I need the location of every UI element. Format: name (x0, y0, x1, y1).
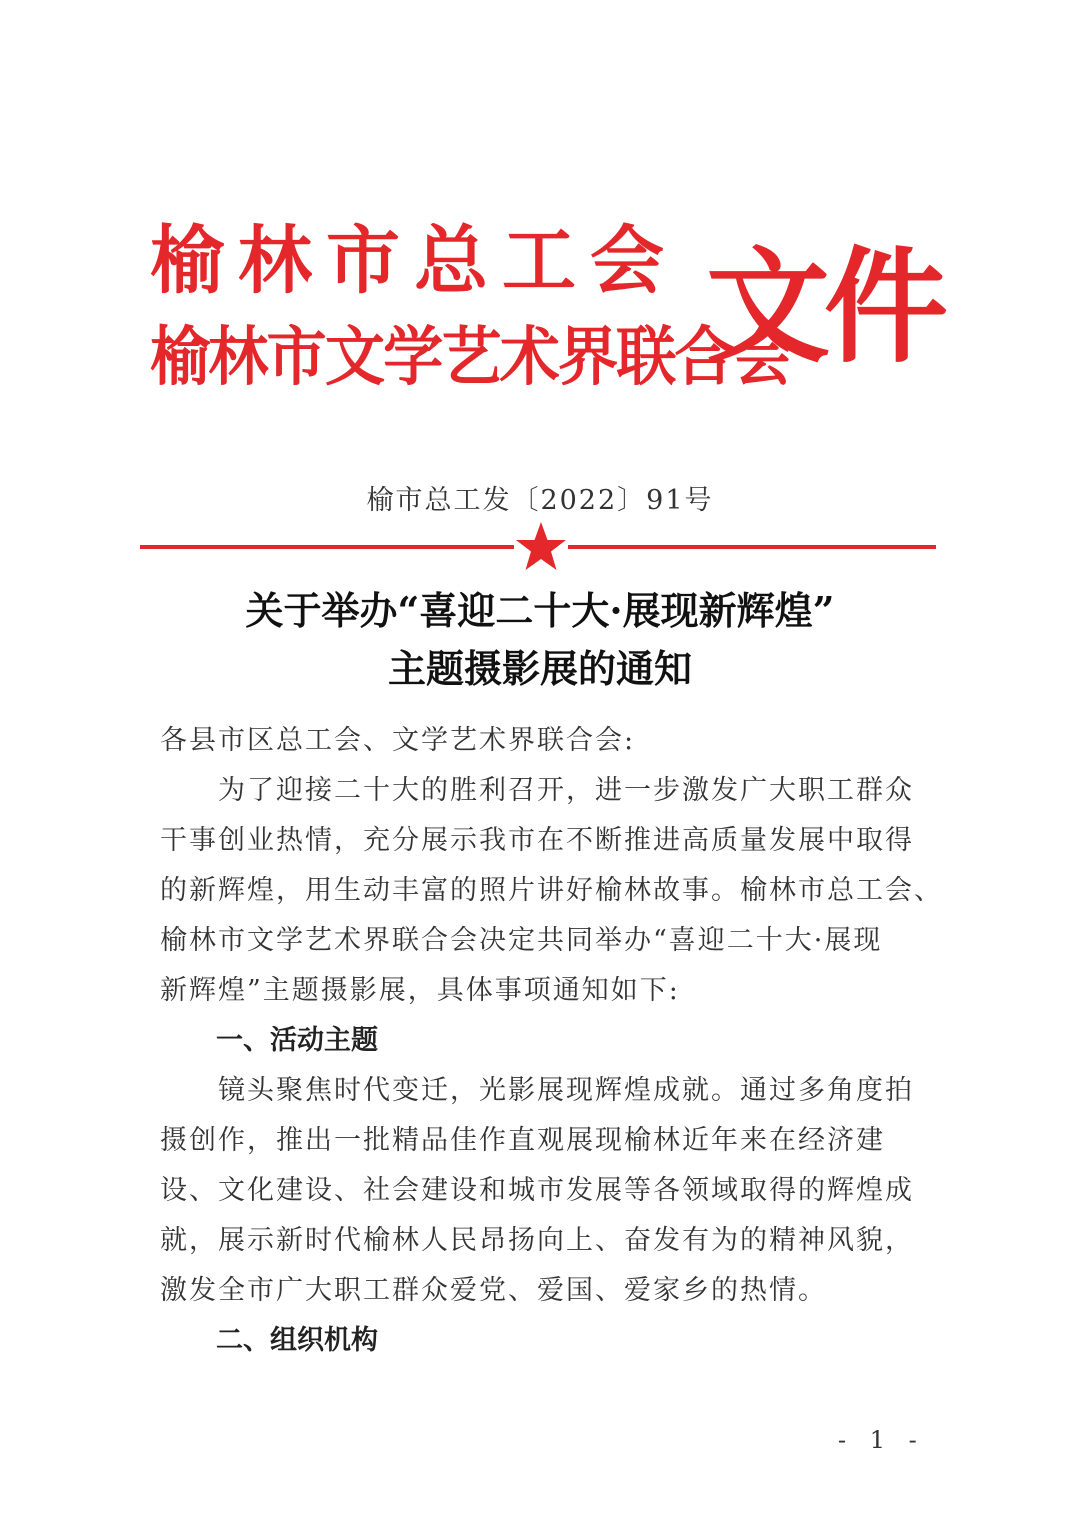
section-1-line: 就，展示新时代榆林人民昂扬向上、奋发有为的精神风貌， (160, 1225, 914, 1256)
star-icon (514, 520, 568, 574)
section-1-line: 激发全市广大职工群众爱党、爱国、爱家乡的热情。 (160, 1275, 827, 1306)
section-1-line: 镜头聚焦时代变迁，光影展现辉煌成就。通过多角度拍 (160, 1075, 914, 1106)
intro-line: 为了迎接二十大的胜利召开，进一步激发广大职工群众 (160, 775, 914, 806)
red-divider-right (568, 545, 936, 549)
section-heading-organization: 二、组织机构 (216, 1325, 378, 1356)
document-type-label: 文件 (706, 236, 943, 380)
issuer-line-2: 榆林市文学艺术界联合会 (150, 321, 792, 395)
intro-line: 的新辉煌，用生动丰富的照片讲好榆林故事。榆林市总工会、 (160, 875, 943, 906)
page-number: - 1 - (838, 1426, 925, 1454)
document-number: 榆市总工发〔2022〕91号 (366, 485, 714, 516)
section-1-line: 摄创作，推出一批精品佳作直观展现榆林近年来在经济建 (160, 1125, 885, 1156)
section-heading-theme: 一、活动主题 (216, 1025, 378, 1056)
notice-title-line-2: 主题摄影展的通知 (387, 646, 692, 691)
red-divider-left (140, 545, 514, 549)
intro-line: 榆林市文学艺术界联合会决定共同举办“喜迎二十大·展现 (160, 925, 883, 956)
notice-title-line-1: 关于举办“喜迎二十大·展现新辉煌” (245, 588, 835, 633)
intro-line: 干事创业热情，充分展示我市在不断推进高质量发展中取得 (160, 825, 914, 856)
salutation: 各县市区总工会、文学艺术界联合会: (160, 725, 636, 756)
section-1-line: 设、文化建设、社会建设和城市发展等各领域取得的辉煌成 (160, 1175, 914, 1206)
intro-line: 新辉煌”主题摄影展，具体事项通知如下: (160, 975, 680, 1006)
issuer-line-1: 榆林市总工会 (150, 218, 678, 304)
